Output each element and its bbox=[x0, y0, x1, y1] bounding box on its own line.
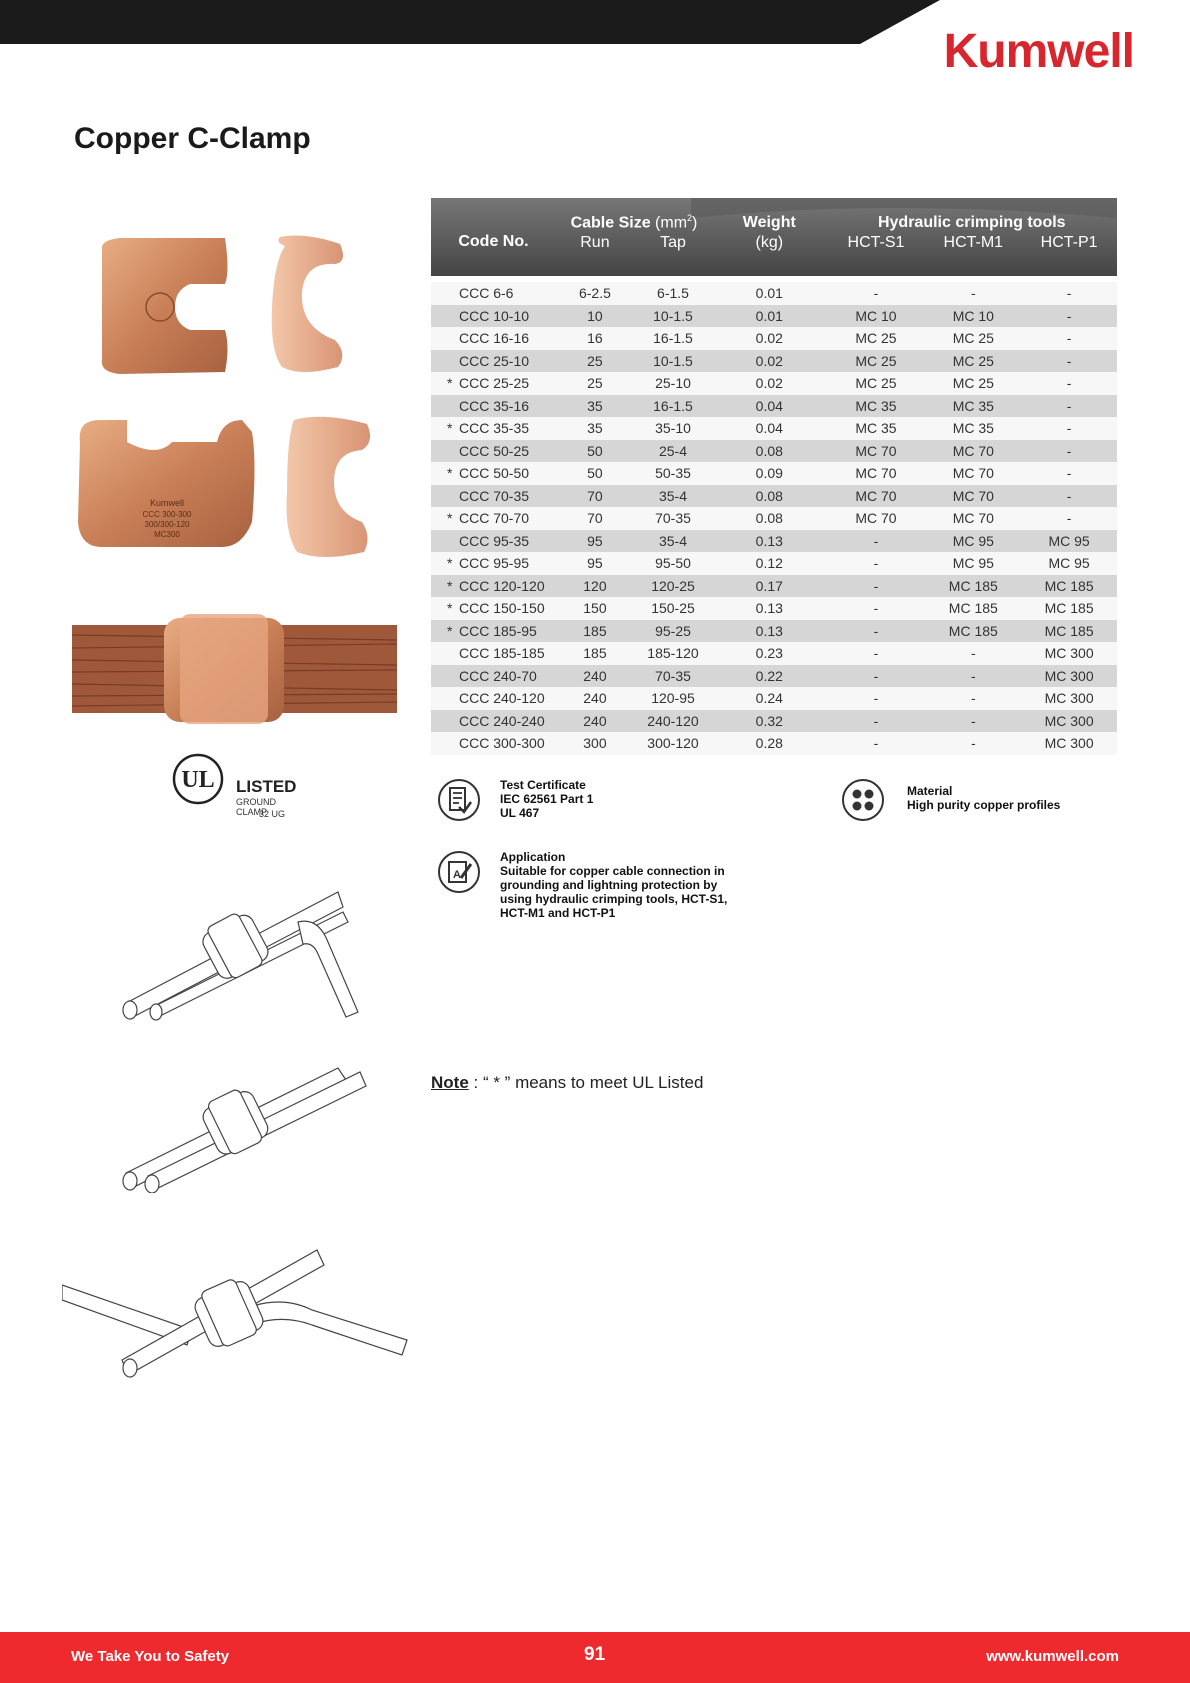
table-row bbox=[431, 710, 1117, 733]
cell-hct-m1: - bbox=[925, 687, 1021, 710]
page-title: Copper C-Clamp bbox=[74, 122, 311, 155]
cell-hct-p1: MC 300 bbox=[1021, 710, 1117, 733]
code-text: CCC 95-35 bbox=[459, 532, 530, 549]
cell-hct-s1: - bbox=[827, 530, 926, 553]
cell-tap: 50-35 bbox=[634, 462, 712, 485]
table-row bbox=[431, 642, 1117, 665]
note-text: : “ * ” means to meet UL Listed bbox=[473, 1073, 704, 1092]
cell-hct-s1: - bbox=[827, 665, 926, 688]
code-text: CCC 185-185 bbox=[459, 645, 545, 662]
cell-hct-p1: MC 300 bbox=[1021, 665, 1117, 688]
cable-size-label: Cable Size bbox=[570, 214, 651, 231]
ul-listed-marker: * bbox=[447, 375, 453, 392]
cell-run: 50 bbox=[556, 440, 634, 463]
cell-hct-s1: MC 35 bbox=[827, 395, 926, 418]
cell-hct-p1: MC 95 bbox=[1021, 530, 1117, 553]
col-header-hct-s1: HCT-S1 bbox=[847, 234, 905, 251]
ul-listed-marker: * bbox=[447, 465, 453, 482]
code-text: CCC 50-25 bbox=[459, 442, 530, 459]
code-text: CCC 25-25 bbox=[459, 375, 530, 392]
table-row bbox=[431, 732, 1117, 755]
cell-weight: 0.02 bbox=[712, 327, 827, 350]
col-header-run: Run bbox=[580, 234, 610, 251]
stamp-text: 300/300-120 bbox=[144, 520, 190, 529]
cell-hct-s1: - bbox=[827, 642, 926, 665]
cell-hct-p1: - bbox=[1021, 327, 1117, 350]
cell-code bbox=[431, 575, 556, 598]
cell-hct-s1: MC 70 bbox=[827, 440, 926, 463]
cell-run: 35 bbox=[556, 417, 634, 440]
table-row bbox=[431, 687, 1117, 710]
cell-run: 150 bbox=[556, 597, 634, 620]
cell-hct-s1: MC 25 bbox=[827, 350, 926, 373]
cell-run: 185 bbox=[556, 642, 634, 665]
cell-tap: 70-35 bbox=[634, 507, 712, 530]
cell-code bbox=[431, 305, 556, 328]
cell-hct-m1: - bbox=[925, 282, 1021, 305]
cell-hct-m1: - bbox=[925, 642, 1021, 665]
cell-tap: 35-4 bbox=[634, 530, 712, 553]
cell-weight: 0.08 bbox=[712, 507, 827, 530]
cell-code bbox=[431, 350, 556, 373]
cell-hct-p1: MC 185 bbox=[1021, 620, 1117, 643]
cell-code bbox=[431, 417, 556, 440]
cell-hct-s1: MC 70 bbox=[827, 485, 926, 508]
ul-listed-marker: * bbox=[447, 510, 453, 527]
table-row bbox=[431, 462, 1117, 485]
cell-run: 35 bbox=[556, 395, 634, 418]
code-text: CCC 35-35 bbox=[459, 420, 530, 437]
cell-tap: 120-25 bbox=[634, 575, 712, 598]
cell-weight: 0.09 bbox=[712, 462, 827, 485]
cell-weight: 0.17 bbox=[712, 575, 827, 598]
cell-hct-p1: MC 300 bbox=[1021, 642, 1117, 665]
cell-tap: 16-1.5 bbox=[634, 395, 712, 418]
product-photo-installed bbox=[72, 610, 397, 728]
application-line: using hydraulic crimping tools, HCT-S1, bbox=[500, 892, 728, 906]
note-label: Note bbox=[431, 1073, 469, 1092]
application-line: HCT-M1 and HCT-P1 bbox=[500, 906, 616, 920]
cell-hct-m1: MC 70 bbox=[925, 440, 1021, 463]
table-row bbox=[431, 327, 1117, 350]
ul-listed-marker: * bbox=[447, 555, 453, 572]
code-text: CCC 95-95 bbox=[459, 555, 530, 572]
cell-run: 95 bbox=[556, 552, 634, 575]
cell-code bbox=[431, 462, 556, 485]
cable-unit-sup: 2 bbox=[687, 212, 693, 223]
code-text: CCC 150-150 bbox=[459, 600, 545, 617]
cell-hct-p1: - bbox=[1021, 395, 1117, 418]
material-icon bbox=[841, 778, 885, 822]
table-row bbox=[431, 530, 1117, 553]
table-row bbox=[431, 417, 1117, 440]
footer-website-link[interactable]: www.kumwell.com bbox=[986, 1648, 1119, 1665]
cell-run: 70 bbox=[556, 485, 634, 508]
cable-unit: (mm bbox=[655, 214, 688, 231]
stamp-text: CCC 300-300 bbox=[142, 510, 192, 519]
cell-weight: 0.22 bbox=[712, 665, 827, 688]
cell-run: 120 bbox=[556, 575, 634, 598]
cell-tap: 25-10 bbox=[634, 372, 712, 395]
cell-hct-p1: - bbox=[1021, 372, 1117, 395]
cell-hct-m1: MC 185 bbox=[925, 620, 1021, 643]
cell-hct-p1: MC 95 bbox=[1021, 552, 1117, 575]
col-header-weight-unit: (kg) bbox=[755, 234, 784, 251]
cell-weight: 0.32 bbox=[712, 710, 827, 733]
svg-text:A: A bbox=[453, 869, 461, 881]
col-header-weight: Weight bbox=[742, 214, 796, 231]
cell-hct-s1: - bbox=[827, 620, 926, 643]
code-text: CCC 70-70 bbox=[459, 510, 530, 527]
code-text: CCC 120-120 bbox=[459, 577, 545, 594]
col-header-code: Code No. bbox=[458, 233, 529, 250]
code-text: CCC 35-16 bbox=[459, 397, 530, 414]
cell-hct-m1: MC 35 bbox=[925, 417, 1021, 440]
cell-code bbox=[431, 530, 556, 553]
code-text: CCC 25-10 bbox=[459, 352, 530, 369]
cell-tap: 185-120 bbox=[634, 642, 712, 665]
cell-hct-p1: MC 300 bbox=[1021, 687, 1117, 710]
cell-weight: 0.13 bbox=[712, 530, 827, 553]
cell-run: 70 bbox=[556, 507, 634, 530]
application-title: Application bbox=[500, 850, 566, 864]
cell-code bbox=[431, 665, 556, 688]
ul-note bbox=[431, 1073, 703, 1093]
col-header-hct-m1: HCT-M1 bbox=[943, 234, 1004, 251]
table-row bbox=[431, 507, 1117, 530]
ul-category: GROUND CLAMP bbox=[236, 797, 276, 817]
page-footer bbox=[0, 1632, 1190, 1683]
cell-hct-s1: - bbox=[827, 552, 926, 575]
table-row bbox=[431, 597, 1117, 620]
cell-code bbox=[431, 485, 556, 508]
cell-weight: 0.12 bbox=[712, 552, 827, 575]
certificate-icon bbox=[437, 778, 481, 822]
code-text: CCC 240-70 bbox=[459, 667, 537, 684]
application-line: Suitable for copper cable connection in bbox=[500, 864, 725, 878]
ul-listed-marker: * bbox=[447, 577, 453, 594]
material-line: High purity copper profiles bbox=[907, 798, 1061, 812]
cell-run: 6-2.5 bbox=[556, 282, 634, 305]
cell-hct-p1: - bbox=[1021, 440, 1117, 463]
table-row bbox=[431, 282, 1117, 305]
cell-tap: 35-10 bbox=[634, 417, 712, 440]
cell-code bbox=[431, 440, 556, 463]
cell-hct-s1: - bbox=[827, 282, 926, 305]
cell-code bbox=[431, 372, 556, 395]
cell-code bbox=[431, 327, 556, 350]
code-text: CCC 185-95 bbox=[459, 622, 537, 639]
cell-code bbox=[431, 507, 556, 530]
ul-mark-text: UL bbox=[181, 767, 215, 793]
cell-run: 300 bbox=[556, 732, 634, 755]
cell-tap: 16-1.5 bbox=[634, 327, 712, 350]
cell-weight: 0.13 bbox=[712, 620, 827, 643]
col-header-tools: Hydraulic crimping tools bbox=[877, 214, 1066, 231]
cell-tap: 6-1.5 bbox=[634, 282, 712, 305]
cell-tap: 10-1.5 bbox=[634, 350, 712, 373]
cell-hct-m1: MC 35 bbox=[925, 395, 1021, 418]
cell-hct-p1: MC 185 bbox=[1021, 575, 1117, 598]
table-row bbox=[431, 575, 1117, 598]
col-header-cable-size bbox=[556, 198, 712, 232]
cell-tap: 300-120 bbox=[634, 732, 712, 755]
page-number: 91 bbox=[584, 1644, 606, 1665]
cell-weight: 0.24 bbox=[712, 687, 827, 710]
code-text: CCC 300-300 bbox=[459, 735, 545, 752]
ul-listed-marker: * bbox=[447, 622, 453, 639]
table-row bbox=[431, 305, 1117, 328]
cell-hct-m1: - bbox=[925, 710, 1021, 733]
cell-weight: 0.02 bbox=[712, 350, 827, 373]
cell-hct-m1: MC 70 bbox=[925, 485, 1021, 508]
installation-drawing-bent bbox=[118, 862, 368, 1022]
cell-hct-m1: MC 10 bbox=[925, 305, 1021, 328]
cell-hct-m1: - bbox=[925, 665, 1021, 688]
material-block bbox=[841, 778, 1121, 828]
cable-unit-close: ) bbox=[692, 214, 698, 231]
cell-hct-p1: - bbox=[1021, 350, 1117, 373]
cell-code bbox=[431, 642, 556, 665]
cell-run: 16 bbox=[556, 327, 634, 350]
table-row bbox=[431, 665, 1117, 688]
cell-hct-m1: - bbox=[925, 732, 1021, 755]
stamp-text: MC300 bbox=[154, 530, 180, 539]
ul-listed-marker: * bbox=[447, 600, 453, 617]
cell-hct-p1: - bbox=[1021, 305, 1117, 328]
cell-tap: 10-1.5 bbox=[634, 305, 712, 328]
cell-run: 185 bbox=[556, 620, 634, 643]
cell-hct-p1: - bbox=[1021, 507, 1117, 530]
cell-code bbox=[431, 282, 556, 305]
code-text: CCC 16-16 bbox=[459, 330, 530, 347]
stamp-text: Kumwell bbox=[149, 498, 185, 508]
cell-tap: 35-4 bbox=[634, 485, 712, 508]
cell-hct-m1: MC 25 bbox=[925, 327, 1021, 350]
code-text: CCC 70-35 bbox=[459, 487, 530, 504]
col-header-hct-p1: HCT-P1 bbox=[1040, 234, 1098, 251]
cell-hct-m1: MC 185 bbox=[925, 575, 1021, 598]
cell-tap: 70-35 bbox=[634, 665, 712, 688]
table-row bbox=[431, 372, 1117, 395]
table-row bbox=[431, 552, 1117, 575]
cell-hct-s1: MC 70 bbox=[827, 507, 926, 530]
cell-code bbox=[431, 732, 556, 755]
cell-hct-m1: MC 25 bbox=[925, 372, 1021, 395]
cell-hct-p1: - bbox=[1021, 282, 1117, 305]
application-block bbox=[437, 850, 777, 930]
ul-listed-marker: * bbox=[447, 420, 453, 437]
cell-run: 240 bbox=[556, 687, 634, 710]
cell-hct-s1: MC 25 bbox=[827, 327, 926, 350]
table-body bbox=[431, 276, 1117, 755]
cell-tap: 240-120 bbox=[634, 710, 712, 733]
cell-weight: 0.02 bbox=[712, 372, 827, 395]
cell-code bbox=[431, 687, 556, 710]
cell-hct-m1: MC 95 bbox=[925, 552, 1021, 575]
ul-listed-badge bbox=[172, 753, 302, 821]
cell-run: 10 bbox=[556, 305, 634, 328]
cell-weight: 0.08 bbox=[712, 440, 827, 463]
application-icon bbox=[437, 850, 481, 894]
ul-file-number: 32 UG bbox=[259, 809, 286, 819]
certificate-line: UL 467 bbox=[500, 806, 540, 820]
code-text: CCC 50-50 bbox=[459, 465, 530, 482]
cell-weight: 0.28 bbox=[712, 732, 827, 755]
installation-drawing-cross bbox=[62, 1240, 412, 1380]
cell-weight: 0.23 bbox=[712, 642, 827, 665]
cell-hct-m1: MC 185 bbox=[925, 597, 1021, 620]
cell-code bbox=[431, 552, 556, 575]
cell-code bbox=[431, 395, 556, 418]
cell-hct-p1: MC 185 bbox=[1021, 597, 1117, 620]
cell-hct-m1: MC 95 bbox=[925, 530, 1021, 553]
certificate-title: Test Certificate bbox=[500, 778, 586, 792]
test-certificate-block bbox=[437, 778, 757, 838]
col-header-tap: Tap bbox=[660, 234, 686, 251]
cell-weight: 0.04 bbox=[712, 395, 827, 418]
cell-run: 25 bbox=[556, 350, 634, 373]
table-row bbox=[431, 350, 1117, 373]
product-photo-clamps-top bbox=[90, 232, 390, 387]
cell-weight: 0.08 bbox=[712, 485, 827, 508]
table-row bbox=[431, 620, 1117, 643]
ul-listed-label: LISTED bbox=[236, 777, 297, 796]
cell-hct-m1: MC 70 bbox=[925, 462, 1021, 485]
cell-hct-p1: - bbox=[1021, 417, 1117, 440]
cell-hct-s1: MC 70 bbox=[827, 462, 926, 485]
cell-weight: 0.04 bbox=[712, 417, 827, 440]
cell-tap: 120-95 bbox=[634, 687, 712, 710]
cell-run: 240 bbox=[556, 710, 634, 733]
cell-hct-s1: - bbox=[827, 732, 926, 755]
table-row bbox=[431, 485, 1117, 508]
cell-hct-s1: - bbox=[827, 575, 926, 598]
cell-tap: 95-50 bbox=[634, 552, 712, 575]
cell-code bbox=[431, 710, 556, 733]
material-title: Material bbox=[907, 784, 953, 798]
cell-hct-m1: MC 70 bbox=[925, 507, 1021, 530]
cell-hct-m1: MC 25 bbox=[925, 350, 1021, 373]
cell-tap: 150-25 bbox=[634, 597, 712, 620]
cell-weight: 0.13 bbox=[712, 597, 827, 620]
table-row bbox=[431, 395, 1117, 418]
brand-logo: Kumwell bbox=[943, 25, 1134, 78]
cell-hct-s1: - bbox=[827, 597, 926, 620]
code-text: CCC 240-120 bbox=[459, 690, 545, 707]
cell-weight: 0.01 bbox=[712, 282, 827, 305]
cell-tap: 95-25 bbox=[634, 620, 712, 643]
cell-run: 50 bbox=[556, 462, 634, 485]
code-text: CCC 240-240 bbox=[459, 712, 545, 729]
cell-hct-s1: - bbox=[827, 687, 926, 710]
cell-hct-s1: MC 10 bbox=[827, 305, 926, 328]
cell-hct-s1: MC 25 bbox=[827, 372, 926, 395]
cell-run: 95 bbox=[556, 530, 634, 553]
code-text: CCC 6-6 bbox=[459, 285, 514, 302]
cell-weight: 0.01 bbox=[712, 305, 827, 328]
specification-table bbox=[431, 198, 1117, 755]
application-line: grounding and lightning protection by bbox=[500, 878, 718, 892]
cell-hct-p1: MC 300 bbox=[1021, 732, 1117, 755]
certificate-line: IEC 62561 Part 1 bbox=[500, 792, 594, 806]
cell-code bbox=[431, 597, 556, 620]
ul-logo-icon bbox=[172, 753, 224, 805]
cell-hct-s1: MC 35 bbox=[827, 417, 926, 440]
cell-code bbox=[431, 620, 556, 643]
cell-run: 25 bbox=[556, 372, 634, 395]
code-text: CCC 10-10 bbox=[459, 307, 530, 324]
cell-tap: 25-4 bbox=[634, 440, 712, 463]
table-row bbox=[431, 440, 1117, 463]
cell-hct-p1: - bbox=[1021, 462, 1117, 485]
installation-drawing-parallel bbox=[118, 1058, 368, 1193]
product-photo-clamps-middle bbox=[72, 412, 382, 564]
cell-hct-p1: - bbox=[1021, 485, 1117, 508]
cell-run: 240 bbox=[556, 665, 634, 688]
footer-slogan: We Take You to Safety bbox=[71, 1648, 230, 1665]
cell-hct-s1: - bbox=[827, 710, 926, 733]
